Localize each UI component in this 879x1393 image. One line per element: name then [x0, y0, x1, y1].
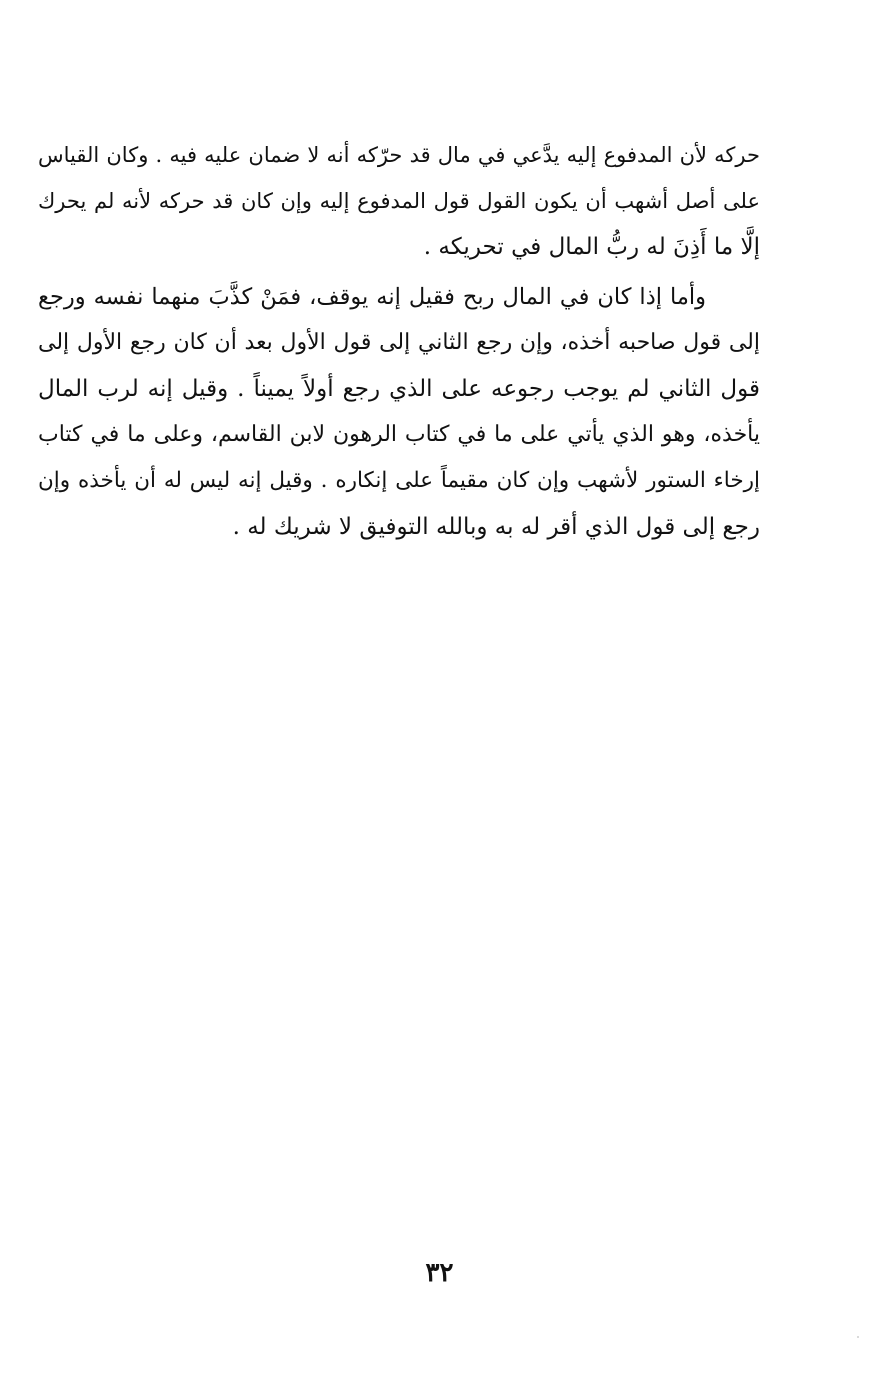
paragraph-2-line-6: رجع إلى قول الذي أقر له به وبالله التوفيق لا شريك له .	[232, 514, 760, 540]
paragraph-2	[38, 274, 760, 550]
paragraph-1-line-1: حركه لأن المدفوع إليه يدَّعي في مال قد حرّكه أنه لا ضمان عليه فيه . وكان القياس	[38, 143, 760, 167]
paragraph-2-line-4: يأخذه، وهو الذي يأتي على ما في كتاب الرهون لابن القاسم، وعلى ما في كتاب	[38, 422, 760, 447]
paragraph-1	[38, 132, 760, 270]
paragraph-2-line-3: قول الثاني لم يوجب رجوعه على الذي رجع أولاً يميناً . وقيل إنه لرب المال	[38, 376, 760, 402]
paragraph-2-line-1: وأما إذا كان في المال ربح فقيل إنه يوقف، فمَنْ كذَّبَ منهما نفسه ورجع	[38, 284, 706, 310]
paragraph-1-line-3: إلَّا ما أَذِنَ له ربُّ المال في تحريكه .	[423, 234, 760, 260]
paragraph-2-line-2: إلى قول صاحبه أخذه، وإن رجع الثاني إلى قول الأول بعد أن كان رجع الأول إلى	[38, 330, 760, 355]
paragraph-2-line-5: إرخاء الستور لأشهب وإن كان مقيماً على إنكاره . وقيل إنه ليس له أن يأخذه وإن	[38, 468, 760, 493]
page-number: ٣٢	[425, 1258, 454, 1288]
scan-speck	[857, 1336, 859, 1338]
paragraph-1-line-2: على أصل أشهب أن يكون القول قول المدفوع إليه وإن كان قد حركه لأنه لم يحرك	[38, 189, 760, 213]
